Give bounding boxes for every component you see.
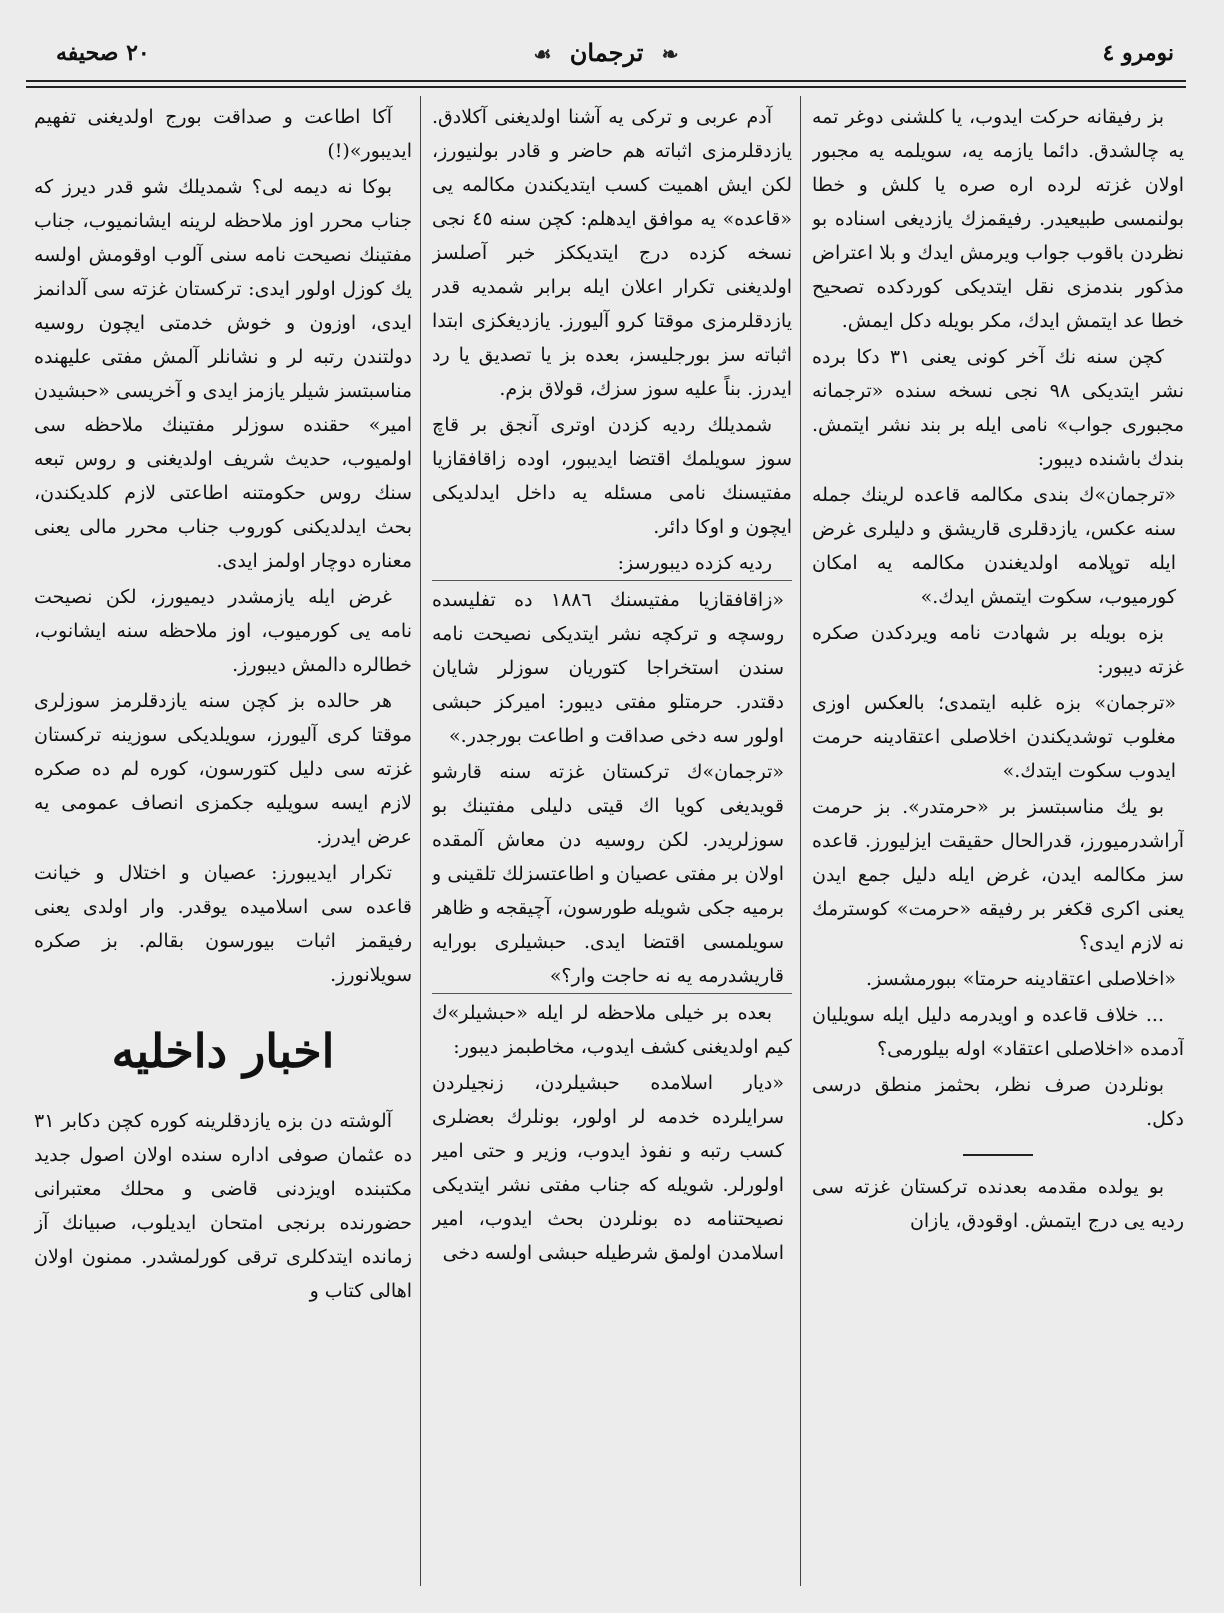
quotation: «ترجمان» بزه غلبه ايتمدى؛ بالعكس اوزى مغلوب توشديكندن اخلاصلى اعتقادينه حرمت ايدوب سكوت ايتدك.» — [812, 692, 1176, 782]
paragraph: بونلردن صرف نظر، بحثمز منطق درسى دكل. — [812, 1074, 1184, 1130]
paragraph: بو يك مناسبتسز بر «حرمتدر». بز حرمت آراشدرميورز، قدرالحال حقيقت ايزليورز. قاعده سز مكالمه ايدن، غرض ايله دليل جمع ايدن يعنى اكرى قكغر بر رفيقه «حرمت» كوسترمك نه لازم ايدى؟ — [812, 796, 1184, 954]
quotation: «ديار اسلامده حبشيلردن، زنجيلردن سرايلرده خدمه لر اولور، بونلرك بعضلرى كسب رتبه و نفوذ ايدوب، وزير و حتى امير اولورلر. شويله كه جناب مفتى نشر ايتديكى نصيحتنامه ده بونلردن بحث ايدوب، امير اسلامدن اولمق شرطيله حبشى اولسه دخى — [432, 1072, 784, 1264]
page-number: ٢٠ صحيفه — [56, 40, 150, 66]
column-right — [812, 100, 1184, 1580]
paragraph: بزه بويله بر شهادت نامه ويردكدن صكره غزته ديبور: — [812, 622, 1184, 678]
paragraph: آدم عربى و تركى يه آشنا اولديغنى آكلادق. يازدقلرمزى اثباته هم حاضر و قادر بولنيورز، لكن ايش اهميت كسب ايتديكندن مكالمه يى «قاعده» يه موافق ايدهلم: كچن سنه ٤٥ نجى نسخه كزده درج ايتديككز خبر آصلسز اولديغنى تكرار اعلان ايله برابر شمديه قدر يازدقلرمزى موقتا كرو آليورز. يازديغكزى ابتدا اثباته سز بورجليسز، بعده بز يا تصديق يا رد ايدرز. بناً عليه سوز سزك، قولاق بزم. — [432, 106, 792, 400]
column-divider-right — [800, 96, 801, 1586]
column-divider-left — [420, 96, 421, 1586]
column-middle — [432, 100, 792, 1580]
paragraph: كچن سنه نك آخر كونى يعنى ٣١ دكا برده نشر ايتديكى ٩٨ نجى نسخه سنده «ترجمانه مجبورى جواب» نامى ايله بر بند نشر ايتمش. بندك باشنده ديبور: — [812, 346, 1184, 470]
paragraph: رديه كزده ديبورسز: — [432, 546, 792, 581]
section-separator — [963, 1154, 1033, 1156]
header-rule-top — [26, 80, 1186, 82]
quotation: «اخلاصلى اعتقادينه حرمتا» ببورمشسز. — [866, 968, 1176, 990]
masthead-title: ترجمان — [569, 38, 644, 67]
paragraph: شمديلك رديه كزدن اوترى آنجق بر قاچ سوز سويلمك اقتضا ايديبور، اوده زاقافقازيا مفتيسنك نامى مسئله يه داخل ايدلديكى ايچون و اوكا دائر. — [432, 414, 792, 538]
paragraph: تكرار ايديبورز: عصيان و اختلال و خيانت قاعده سى اسلاميده يوقدر. وار اولدى يعنى رفيقمز اثبات بيورسون بقالم. بز صكره سويلانورز. — [34, 862, 412, 986]
ornament-right-icon: ❧ — [661, 42, 679, 66]
paragraph: بو يولده مقدمه بعدنده تركستان غزته سى رديه يى درج ايتمش. اوقودق، يازان — [812, 1176, 1184, 1232]
paragraph: بعده بر خيلى ملاحظه لر ايله «حبشيلر»ك كيم اولديغنى كشف ايدوب، مخاطبمز ديبور: — [432, 1002, 792, 1058]
paragraph: ... خلاف قاعده و اويدرمه دليل ايله سويليان آدمده «اخلاصلى اعتقاد» اوله بيلورمى؟ — [812, 1004, 1184, 1060]
masthead — [26, 38, 1186, 67]
page-header — [26, 30, 1186, 82]
quotation: «ترجمان»ك بندى مكالمه قاعده لرينك جمله سنه عكس، يازدقلرى قاريشق و دليلرى غرض ايله توپلامه اولديغندن مكالمه يه امكان كورميوب، سكوت ايتمش ايدك.» — [812, 484, 1176, 608]
header-rule-bottom — [26, 86, 1186, 88]
ornament-left-icon: ☙ — [533, 42, 552, 66]
paragraph: بز رفيقانه حركت ايدوب، يا كلشنى دوغر تمه يه چالشدق. دائما يازمه يه، سويلمه يه مجبور اولان غزته لرده اره صره يا كلش و خطا بولنمسى طبيعيدر. رفيقمزك يازديغى اسناده بو نظردن باقوب جواب ويرمش ايدك و بلا اعتراض مذكور بندمزى نقل ايتديكى كوردكده تصحيح خطا عد ايتمش ايدك، مكر بويله دكل ايمش. — [812, 106, 1184, 332]
paragraph: بوكا نه ديمه لى؟ شمديلك شو قدر ديرز كه جناب محرر اوز ملاحظه لرينه ايشانميوب، جناب مفتينك نصيحت نامه سنى آلوب اوقومش اولسه يك كوزل اولور ايدى: تركستان غزته سى آلدانمز ايدى، اوزون و خوش خدمتى ايچون روسيه دولتندن رتبه لر و نشانلر آلمش مفتى عليهنده مناسبتسز شيلر يازمز ايدى و آخريسى «حبشيدن امير» حقنده سوزلر مفتينك ملاحظه سى اولميوب، حديث شريف اولديغنى و روس تبعه سنك روس حكومتنه اطاعتى لازم كلديكندن، بحث ايدلديكنى كوروب جناب محرر مالى يعنى معناره دوچار اولمز ايدى. — [34, 176, 412, 572]
paragraph: هر حالده بز كچن سنه يازدقلرمز سوزلرى موقتا كرى آليورز، سويلديكى سوزينه تركستان غزته سى دليل كتورسون، كوره لم ده صكره لازم ايسه سويليه جكمزى انصاف عمومى يه عرض ايدرز. — [34, 690, 412, 848]
paragraph: آكا اطاعت و صداقت بورج اولديغنى تفهيم ايديبور»(!) — [34, 106, 412, 162]
paragraph: غرض ايله يازمشدر ديميورز، لكن نصيحت نامه يى كورميوب، اوز ملاحظه سنه ايشانوب، خطالره دالمش ديبورز. — [34, 586, 412, 676]
quotation: «ترجمان»ك تركستان غزته سنه قارشو قويديغى كويا اك قيتى دليلى مفتينك بو سوزلريدر. لكن روسيه دن معاش آلمقده اولان بر مفتى عصيان و اطاعتسزلك تلقينى و برميه جكى شويله طورسون، آچيقجه و ظاهر سويلمسى اقتضا ايدى. حبشيلرى بورايه قاريشدرمه يه نه حاجت وار؟» — [432, 755, 792, 994]
paragraph: آلوشته دن بزه يازدقلرينه كوره كچن دكابر ٣١ ده عثمان صوفى اداره سنده اولان اصول جديد مكتبنده اويزدنى قاضى و محلك معتبرانى حضورنده برنجى امتحان ايديلوب، صبيانك آز زمانده ايتدكلرى ترقى كورلمشدر. ممنون اولان اهالى كتاب و — [34, 1110, 412, 1302]
column-left — [34, 100, 412, 1580]
section-title: اخبار داخليه — [111, 1024, 335, 1078]
quotation: «زاقافقازيا مفتيسنك ١٨٨٦ ده تفليسده روسچه و تركچه نشر ايتديكى نصيحت نامه سندن استخراجا كتوريان سوزلر شايان دقتدر. حرمتلو مفتى ديبور: اميركز حبشى اولور سه دخى صداقت و اطاعت بورجدر.» — [432, 589, 784, 747]
issue-number: نومرو ٤ — [1102, 40, 1174, 66]
